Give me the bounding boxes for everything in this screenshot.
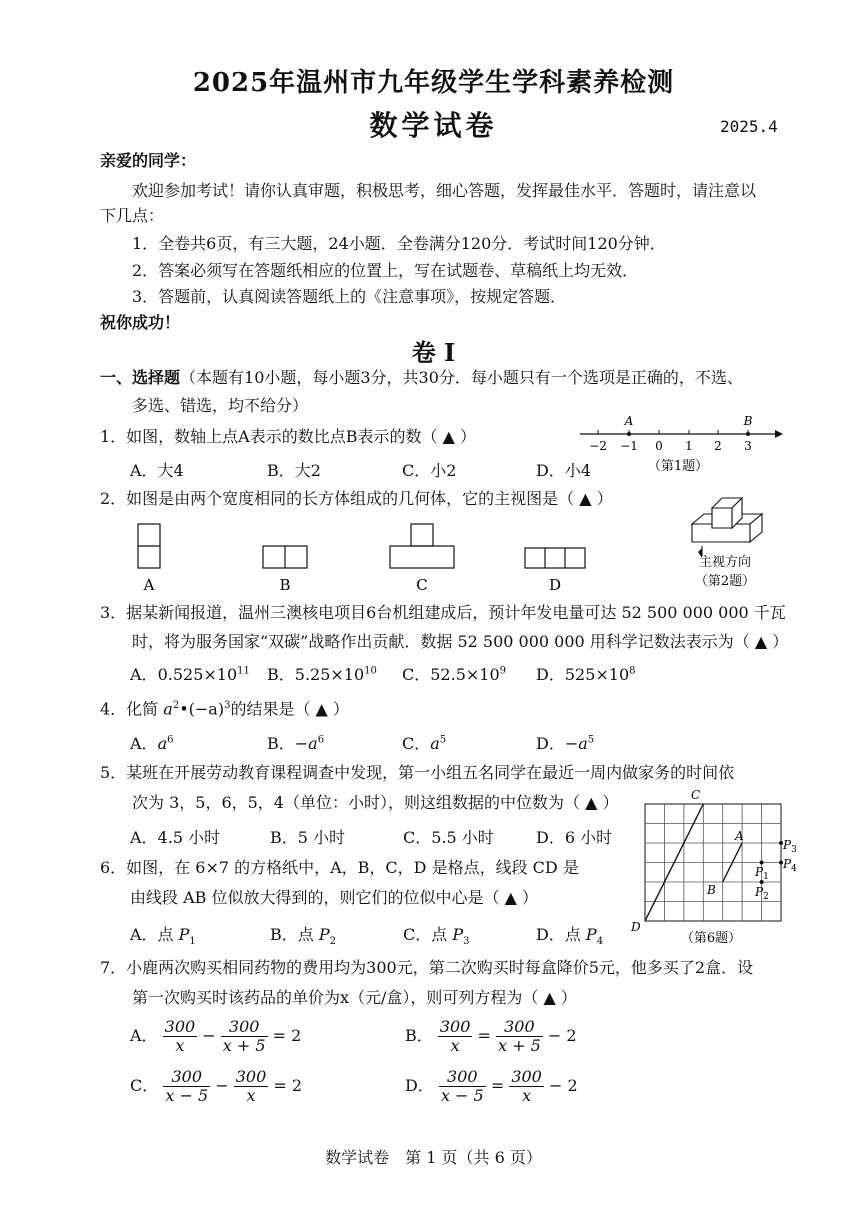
q5-option-b: B．5 小时 bbox=[270, 828, 346, 847]
q2-caption: （第2题） bbox=[694, 574, 756, 589]
q3-option-a: A．$0.525\times 10^{11}$ bbox=[130, 665, 250, 684]
q1-tick-label: −1 bbox=[620, 439, 638, 453]
section-desc-2: 多选、错选，均不给分） bbox=[132, 396, 309, 415]
q1-option-d: D．小4 bbox=[536, 461, 592, 480]
closing: 祝你成功！ bbox=[100, 313, 181, 332]
q3-option-b: B．$5.25\times 10^{10}$ bbox=[267, 665, 377, 684]
svg-text:P3: $P_3$ bbox=[783, 838, 797, 855]
q3-option-d: D．$525\times 10^8$ bbox=[536, 665, 636, 684]
q6-line-1: 6．如图，在 6×7 的方格纸中，A，B，C，D 是格点，线段 CD 是 bbox=[100, 858, 579, 877]
q4-option-c: C．$a^5$ bbox=[402, 734, 447, 753]
exam-title: 2025年温州市九年级学生学科素养检测 bbox=[192, 68, 675, 98]
q2-label-a: A bbox=[143, 576, 155, 594]
q1-point-b: B bbox=[743, 414, 753, 428]
q1-stem: 1．如图，数轴上点A表示的数比点B表示的数（ ▲ ） bbox=[100, 427, 476, 446]
q5-line-2: 次为 3，5，6，5，4（单位：小时），则这组数据的中位数为（ ▲ ） bbox=[132, 793, 619, 812]
q6-label-b: B bbox=[707, 883, 716, 897]
q1-option-c: C．小2 bbox=[402, 461, 457, 480]
q5-option-a: A．4.5 小时 bbox=[130, 828, 221, 847]
q6-caption: （第6题） bbox=[680, 931, 742, 946]
q2-label-d: D bbox=[548, 576, 562, 594]
exam-subtitle: 数学试卷 bbox=[369, 109, 498, 142]
q1-caption: （第1题） bbox=[647, 459, 709, 474]
q2-solid-figure bbox=[680, 488, 790, 593]
svg-text:P4: $P_4$ bbox=[783, 857, 797, 874]
q1-tick-label: 1 bbox=[685, 439, 693, 453]
q5-line-1: 5．某班在开展劳动教育课程调查中发现，第一小组五名同学在最近一周内做家务的时间依 bbox=[100, 763, 735, 782]
q3-line-1: 3．据某新闻报道，温州三澳核电项目6台机组建成后，预计年发电量可达 52 500 000 000 千瓦 bbox=[100, 603, 786, 622]
q7-option-b: B． $\frac{300}{x}$ = $\frac{300}{x + 5}$ − 2 bbox=[405, 1017, 577, 1055]
section-heading bbox=[100, 368, 743, 388]
q7-line-2: 第一次购买时该药品的单价为x（元/盒），则可列方程为（ ▲ ） bbox=[132, 988, 577, 1007]
q5-option-c: C．5.5 小时 bbox=[403, 828, 494, 847]
q6-label-d: D bbox=[631, 920, 641, 934]
q4-option-d: D．$-a^5$ bbox=[536, 734, 595, 753]
q1-tick-label: 3 bbox=[744, 439, 752, 453]
q7-line-1: 7．小鹿两次购买相同药物的费用均为300元，第二次购买时每盒降价5元，他多买了2盒．设 bbox=[100, 958, 754, 977]
q5-option-d: D．6 小时 bbox=[536, 828, 613, 847]
intro-line-2: 下几点： bbox=[100, 206, 165, 225]
q7-option-a: A． $\frac{300}{x}$ − $\frac{300}{x + 5}$ = 2 bbox=[130, 1017, 302, 1055]
q3-line-2: 时，将为服务国家“双碳”战略作出贡献．数据 52 500 000 000 用科学记数法表示为（ ▲ ） bbox=[132, 632, 789, 651]
q4-stem: 4．化简 $a^2•(-a)^3$的结果是（ ▲ ） bbox=[100, 699, 349, 719]
q1-tick-label: 0 bbox=[655, 439, 663, 453]
section-name: 一、选择题 bbox=[100, 368, 181, 387]
volume-title: 卷 I bbox=[411, 338, 456, 367]
note-3: 3．答题前，认真阅读答题纸上的《注意事项》，按规定答题． bbox=[132, 287, 567, 306]
q1-option-a: A．大4 bbox=[130, 461, 184, 480]
q3-option-c: C．$52.5\times 10^9$ bbox=[402, 665, 507, 684]
q6-option-a: A．点 $P_1$ bbox=[130, 925, 196, 948]
q6-label-a: A bbox=[735, 829, 744, 843]
q6-line-2: 由线段 AB 位似放大得到的，则它们的位似中心是（ ▲ ） bbox=[130, 888, 538, 907]
greeting: 亲爱的同学： bbox=[100, 151, 197, 170]
note-2: 2．答案必须写在答题纸相应的位置上，写在试题卷、草稿纸上均无效． bbox=[132, 261, 639, 280]
q1-number-line bbox=[570, 410, 790, 480]
q6-grid-figure bbox=[625, 786, 795, 950]
svg-text:P1: $P_1$ bbox=[755, 865, 769, 882]
q6-option-b: B．点 $P_2$ bbox=[270, 925, 336, 948]
q2-stem: 2．如图是由两个宽度相同的长方体组成的几何体，它的主视图是（ ▲ ） bbox=[100, 489, 613, 508]
q2-label-b: B bbox=[279, 576, 291, 594]
q6-option-c: C．点 $P_3$ bbox=[403, 925, 470, 948]
page-footer: 数学试卷 第 1 页（共 6 页） bbox=[325, 1148, 542, 1167]
svg-text:P2: $P_2$ bbox=[755, 885, 769, 902]
note-1: 1．全卷共6页，有三大题，24小题．全卷满分120分．考试时间120分钟． bbox=[132, 234, 666, 253]
q1-option-b: B．大2 bbox=[267, 461, 321, 480]
q4-option-b: B．$-a^6$ bbox=[267, 734, 325, 753]
q2-view-label: 主视方向 bbox=[698, 555, 752, 570]
q2-label-c: C bbox=[416, 576, 428, 594]
q4-option-a: A．$a^6$ bbox=[130, 734, 174, 753]
q2-option-figures bbox=[120, 520, 580, 595]
q1-tick-label: −2 bbox=[589, 439, 607, 453]
exam-date: 2025.4 bbox=[720, 117, 778, 136]
q6-label-c: C bbox=[691, 788, 701, 802]
q7-option-c: C． $\frac{300}{x - 5}$ − $\frac{300}{x}$ = 2 bbox=[130, 1067, 303, 1105]
q6-option-d: D．点 $P_4$ bbox=[536, 925, 604, 948]
intro-line-1: 欢迎参加考试！请你认真审题，积极思考，细心答题，发挥最佳水平．答题时，请注意以 bbox=[132, 181, 757, 200]
q1-point-a: A bbox=[624, 414, 634, 428]
q1-tick-label: 2 bbox=[714, 439, 722, 453]
section-desc-1: （本题有10小题，每小题3分，共30分．每小题只有一个选项是正确的，不选、 bbox=[180, 368, 743, 387]
q7-option-d: D． $\frac{300}{x - 5}$ = $\frac{300}{x}$ − 2 bbox=[405, 1067, 578, 1105]
